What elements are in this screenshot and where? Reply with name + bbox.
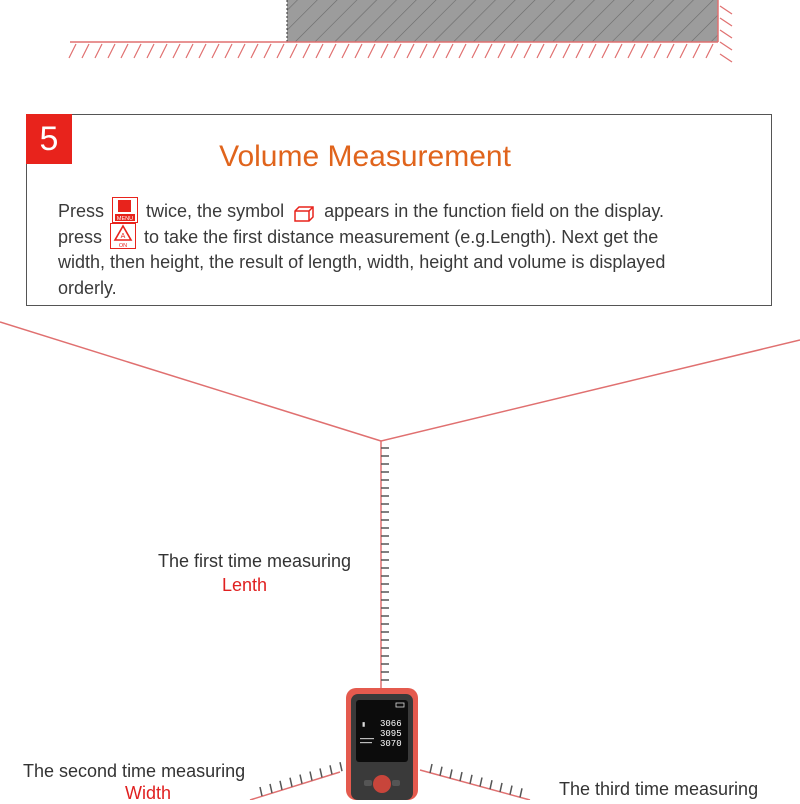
tick-mark [95, 44, 102, 58]
tick-mark [693, 44, 700, 58]
tick-mark [511, 44, 518, 58]
first-measure-caption: The first time measuring [158, 551, 352, 571]
tick-mark [82, 44, 89, 58]
first-measure-highlight: Lenth [222, 575, 268, 595]
tick-mark [459, 44, 466, 58]
tick-mark [720, 18, 732, 26]
tick-mark [134, 44, 141, 58]
tick-mark [563, 44, 570, 58]
instruction-text: appears in the function field on the display. [324, 201, 665, 221]
tick-mark [173, 44, 180, 58]
tick-mark [260, 787, 262, 796]
tick-mark [330, 765, 332, 774]
tick-mark [251, 44, 258, 58]
device-main-button [373, 775, 391, 793]
tick-mark [264, 44, 271, 58]
tick-mark [280, 781, 282, 790]
tick-mark [160, 44, 167, 58]
tick-mark [147, 44, 154, 58]
svg-text:ON: ON [118, 243, 128, 249]
tick-mark [720, 30, 732, 38]
tick-mark [430, 764, 432, 773]
tick-mark [654, 44, 661, 58]
device-reading: 3095 [380, 729, 402, 739]
device-reading: 3066 [380, 719, 402, 729]
tick-mark [641, 44, 648, 58]
tick-mark [342, 44, 349, 58]
section-title: Volume Measurement [219, 140, 511, 173]
tick-mark [290, 778, 292, 787]
tick-mark [316, 44, 323, 58]
tick-mark [472, 44, 479, 58]
tick-mark [720, 6, 732, 14]
tick-mark [470, 775, 472, 784]
tick-mark [602, 44, 609, 58]
second-measure-caption: The second time measuring [23, 761, 246, 781]
tick-mark [300, 775, 302, 784]
laser-distance-meter [346, 688, 418, 800]
tick-mark [500, 783, 502, 792]
third-measure-caption: The third time measuring [559, 779, 759, 799]
tick-mark [450, 769, 452, 778]
right-floor-edge [381, 340, 800, 441]
tick-mark [720, 54, 732, 62]
tick-mark [510, 786, 512, 795]
tick-mark [537, 44, 544, 58]
left-floor-edge [0, 322, 381, 441]
tick-mark [320, 768, 322, 777]
tick-mark [550, 44, 557, 58]
left-laser-beam [250, 762, 342, 800]
tick-mark [108, 44, 115, 58]
svg-text:MENU: MENU [116, 216, 134, 222]
tick-mark [520, 788, 522, 797]
tick-mark [270, 784, 272, 793]
tick-mark [310, 772, 312, 781]
tick-mark [433, 44, 440, 58]
tick-mark [420, 44, 427, 58]
tick-mark [69, 44, 76, 58]
instruction-line-3: width, then height, the result of length, width, height and volume is displayed [58, 252, 666, 272]
tick-mark [589, 44, 596, 58]
tick-mark [394, 44, 401, 58]
tick-mark [524, 44, 531, 58]
tick-mark [225, 44, 232, 58]
tick-mark [303, 44, 310, 58]
tick-mark [480, 778, 482, 787]
tick-mark [355, 44, 362, 58]
instruction-text: to take the first distance measurement (e.g.Length). Next get the [144, 227, 659, 247]
tick-mark [290, 44, 297, 58]
tick-mark [667, 44, 674, 58]
tick-mark [277, 44, 284, 58]
tick-mark [121, 44, 128, 58]
tick-mark [485, 44, 492, 58]
tick-mark [368, 44, 375, 58]
tick-mark [615, 44, 622, 58]
svg-text:A: A [120, 233, 126, 240]
tick-mark [498, 44, 505, 58]
tick-mark [340, 762, 342, 771]
tick-mark [238, 44, 245, 58]
device-reading: 3070 [380, 739, 402, 749]
tick-mark [706, 44, 713, 58]
instruction-line-4: orderly. [58, 278, 117, 298]
tick-mark [440, 767, 442, 776]
tick-mark [186, 44, 193, 58]
right-laser-beam [420, 764, 530, 800]
tick-mark [212, 44, 219, 58]
tick-mark [407, 44, 414, 58]
tick-mark [446, 44, 453, 58]
tick-mark [680, 44, 687, 58]
tick-mark [381, 44, 388, 58]
instruction-text: Press [58, 201, 105, 221]
tick-mark [490, 780, 492, 789]
svg-text:▮: ▮ [362, 722, 366, 728]
tick-mark [460, 772, 462, 781]
step-number-badge: 5 [26, 114, 72, 164]
tick-mark [199, 44, 206, 58]
instruction-text: twice, the symbol [146, 201, 285, 221]
tick-mark [720, 42, 732, 50]
second-measure-highlight: Width [125, 783, 172, 803]
tick-mark [329, 44, 336, 58]
wall-floor-illustration [0, 0, 800, 70]
tick-mark [628, 44, 635, 58]
tick-mark [576, 44, 583, 58]
instruction-text: press [58, 227, 103, 247]
